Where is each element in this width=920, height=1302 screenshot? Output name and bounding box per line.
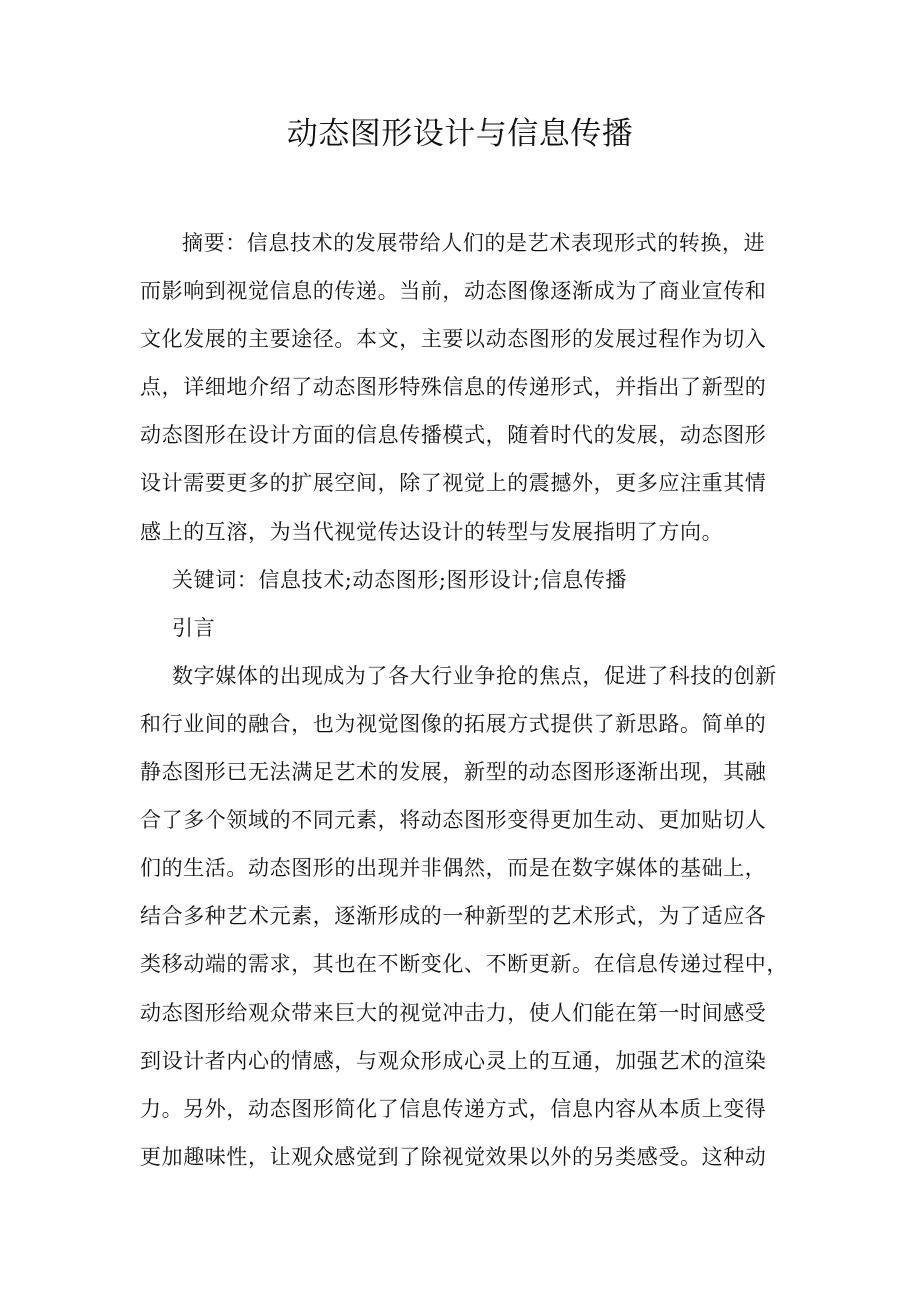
abstract-paragraph [140, 222, 780, 559]
introduction-paragraph [140, 655, 788, 1184]
intro-line: 力。另外，动态图形简化了信息传递方式，信息内容从本质上变得 [140, 1096, 767, 1121]
abstract-line: 文化发展的主要途径。本文，主要以动态图形的发展过程作为切入 [140, 327, 767, 352]
intro-line: 到设计者内心的情感，与观众形成心灵上的互通，加强艺术的渲染 [140, 1048, 767, 1073]
document-title: 动态图形设计与信息传播 [286, 116, 634, 152]
intro-line: 们的生活。动态图形的出现并非偶然，而是在数字媒体的基础上， [140, 856, 767, 881]
intro-line: 和行业间的融合，也为视觉图像的拓展方式提供了新思路。简单的 [140, 711, 767, 736]
intro-line: 更加趣味性，让观众感觉到了除视觉效果以外的另类感受。这种动 [140, 1144, 767, 1169]
intro-line: 动态图形给观众带来巨大的视觉冲击力，使人们能在第一时间感受 [140, 1000, 767, 1025]
document-body [140, 222, 788, 1184]
intro-line: 类移动端的需求，其也在不断变化、不断更新。在信息传递过程中， [140, 952, 788, 977]
abstract-line: 动态图形在设计方面的信息传播模式，随着时代的发展，动态图形 [140, 423, 767, 448]
abstract-line: 而影响到视觉信息的传递。当前，动态图像逐渐成为了商业宣传和 [140, 279, 767, 304]
abstract-line: 感上的互溶，为当代视觉传达设计的转型与发展指明了方向。 [140, 519, 724, 544]
abstract-line: 设计需要更多的扩展空间，除了视觉上的震撼外，更多应注重其情 [140, 471, 767, 496]
abstract-line: 摘要：信息技术的发展带给人们的是艺术表现形式的转换，进 [182, 231, 766, 255]
intro-line: 结合多种艺术元素，逐渐形成的一种新型的艺术形式，为了适应各 [140, 904, 767, 929]
keywords: 关键词：信息技术;动态图形;图形设计;信息传播 [172, 567, 628, 592]
abstract-line: 点，详细地介绍了动态图形特殊信息的传递形式，并指出了新型的 [140, 375, 767, 400]
intro-line: 数字媒体的出现成为了各大行业争抢的焦点，促进了科技的创新 [172, 663, 777, 688]
intro-line: 静态图形已无法满足艺术的发展，新型的动态图形逐渐出现，其融 [140, 760, 767, 785]
section-heading-introduction: 引言 [172, 615, 216, 640]
intro-line: 合了多个领域的不同元素，将动态图形变得更加生动、更加贴切人 [140, 808, 767, 833]
